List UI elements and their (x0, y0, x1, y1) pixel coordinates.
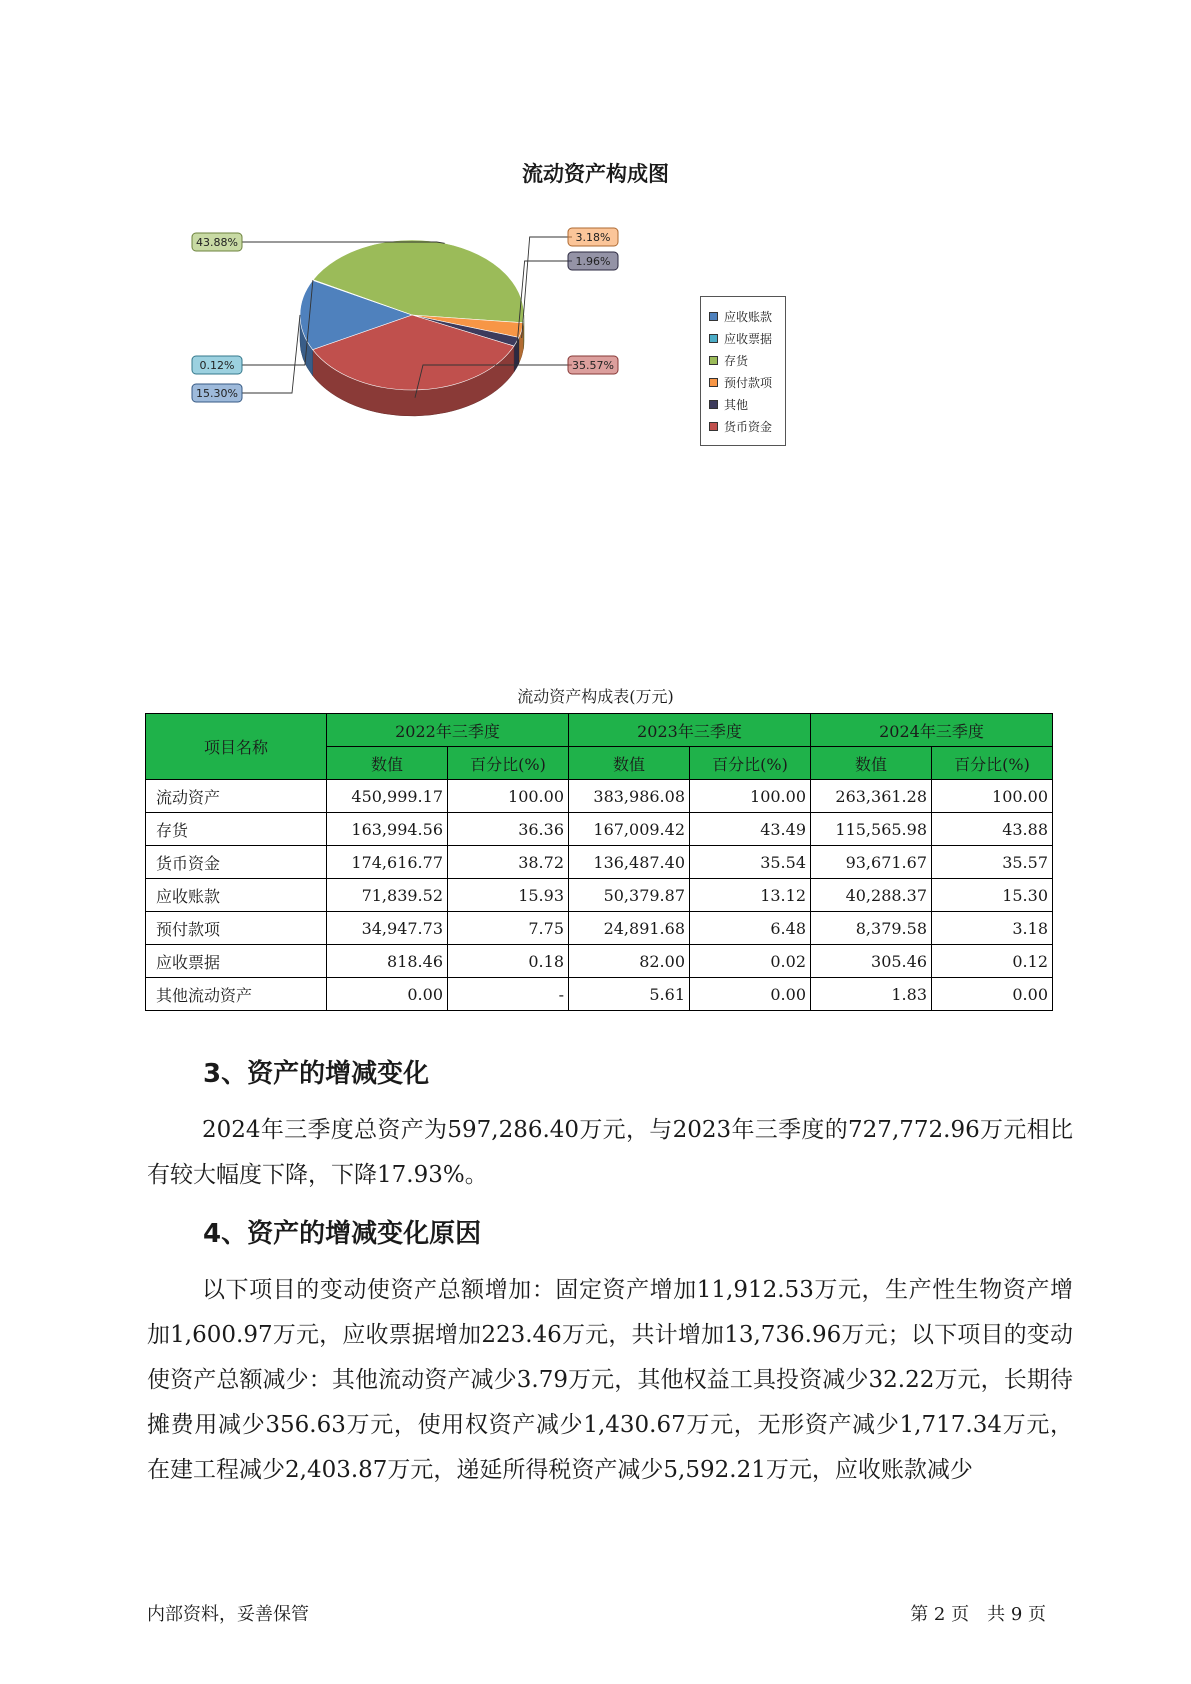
header-percent: 百分比(%) (932, 747, 1053, 780)
cell-percent: 0.00 (690, 978, 811, 1011)
cell-value: 115,565.98 (811, 813, 932, 846)
leader-line (242, 315, 300, 393)
data-label: 3.18% (575, 231, 611, 244)
cell-percent: 35.57 (932, 846, 1053, 879)
cell-percent: 0.12 (932, 945, 1053, 978)
section-paragraph: 2024年三季度总资产为597,286.40万元，与2023年三季度的727,772.96万元相比有较大幅度下降，下降17.93%。 (147, 1117, 1073, 1188)
legend-label: 其他 (724, 397, 749, 412)
legend-item (709, 371, 785, 393)
table-caption: 流动资产构成表(万元) (517, 687, 674, 706)
row-name: 货币资金 (146, 846, 327, 879)
cell-value: 305.46 (811, 945, 932, 978)
legend-item (709, 415, 785, 437)
legend-item (709, 327, 785, 349)
cell-percent: 6.48 (690, 912, 811, 945)
legend-item (709, 305, 785, 327)
row-name: 应收账款 (146, 879, 327, 912)
leader-line (522, 237, 572, 338)
cell-value: 450,999.17 (327, 780, 448, 813)
cell-percent: 0.02 (690, 945, 811, 978)
data-label: 1.96% (575, 255, 611, 268)
cell-value: 93,671.67 (811, 846, 932, 879)
header-value: 数值 (569, 747, 690, 780)
cell-value: 263,361.28 (811, 780, 932, 813)
cell-percent: - (448, 978, 569, 1011)
header-value: 数值 (327, 747, 448, 780)
header-period: 2023年三季度 (569, 714, 811, 747)
table-row (146, 945, 1053, 978)
cell-percent: 0.00 (932, 978, 1053, 1011)
cell-value: 818.46 (327, 945, 448, 978)
cell-value: 383,986.08 (569, 780, 690, 813)
current-assets-table (145, 713, 1053, 1011)
table-row (146, 846, 1053, 879)
data-label: 43.88% (196, 236, 238, 249)
section-paragraph: 以下项目的变动使资产总额增加：固定资产增加11,912.53万元，生产性生物资产增加1,600.97万元，应收票据增加223.46万元，共计增加13,736.96万元；以下项目的变动使资产总额减少：其他流动资产减少3.79万元，其他权益工具投资减少32.22万元，长期待摊费用减少356.63万元，使用权资产减少1,430.67万元，无形资产减少1,717.34万元，在建工程减少2,403.87万元，递延所得税资产减少5,592.21万元，应收账款减少 (147, 1277, 1073, 1483)
cell-percent: 36.36 (448, 813, 569, 846)
data-label: 15.30% (196, 387, 238, 400)
cell-value: 34,947.73 (327, 912, 448, 945)
cell-value: 71,839.52 (327, 879, 448, 912)
legend-swatch-icon (709, 356, 718, 365)
legend-label: 预付款项 (724, 375, 773, 390)
header-item-name: 项目名称 (146, 714, 327, 780)
table-row (146, 780, 1053, 813)
cell-value: 136,487.40 (569, 846, 690, 879)
cell-percent: 15.30 (932, 879, 1053, 912)
legend-swatch-icon (709, 334, 718, 343)
chart-title: 流动资产构成图 (522, 162, 669, 186)
section-heading: 4、资产的增减变化原因 (203, 1219, 482, 1249)
cell-value: 174,616.77 (327, 846, 448, 879)
header-value: 数值 (811, 747, 932, 780)
legend-swatch-icon (709, 378, 718, 387)
legend-item (709, 393, 785, 415)
legend-swatch-icon (709, 312, 718, 321)
cell-value: 24,891.68 (569, 912, 690, 945)
header-percent: 百分比(%) (448, 747, 569, 780)
row-name: 存货 (146, 813, 327, 846)
cell-value: 167,009.42 (569, 813, 690, 846)
row-name: 预付款项 (146, 912, 327, 945)
section-heading: 3、资产的增减变化 (203, 1059, 430, 1089)
cell-percent: 13.12 (690, 879, 811, 912)
cell-percent: 38.72 (448, 846, 569, 879)
cell-value: 5.61 (569, 978, 690, 1011)
table-row (146, 978, 1053, 1011)
header-period: 2024年三季度 (811, 714, 1053, 747)
data-label: 0.12% (199, 359, 235, 372)
pie-chart (190, 225, 690, 445)
header-period: 2022年三季度 (327, 714, 569, 747)
cell-value: 1.83 (811, 978, 932, 1011)
legend-item (709, 349, 785, 371)
cell-percent: 100.00 (690, 780, 811, 813)
cell-percent: 100.00 (932, 780, 1053, 813)
row-name: 其他流动资产 (146, 978, 327, 1011)
cell-percent: 7.75 (448, 912, 569, 945)
footer-left: 内部资料，妥善保管 (147, 1604, 309, 1625)
data-label: 35.57% (572, 359, 614, 372)
table-row (146, 912, 1053, 945)
legend-label: 应收票据 (724, 331, 773, 346)
table-row (146, 879, 1053, 912)
row-name: 流动资产 (146, 780, 327, 813)
cell-value: 0.00 (327, 978, 448, 1011)
cell-percent: 3.18 (932, 912, 1053, 945)
row-name: 应收票据 (146, 945, 327, 978)
cell-value: 163,994.56 (327, 813, 448, 846)
legend-label: 应收账款 (724, 309, 773, 324)
cell-value: 8,379.58 (811, 912, 932, 945)
cell-percent: 15.93 (448, 879, 569, 912)
legend-swatch-icon (709, 422, 718, 431)
legend-label: 存货 (724, 353, 749, 368)
footer-page-number: 第 2 页 共 9 页 (910, 1604, 1046, 1625)
legend-swatch-icon (709, 400, 718, 409)
cell-percent: 35.54 (690, 846, 811, 879)
chart-legend (700, 296, 786, 446)
leader-line (517, 261, 572, 350)
cell-percent: 43.88 (932, 813, 1053, 846)
table-row (146, 813, 1053, 846)
cell-value: 82.00 (569, 945, 690, 978)
cell-percent: 43.49 (690, 813, 811, 846)
header-percent: 百分比(%) (690, 747, 811, 780)
cell-value: 50,379.87 (569, 879, 690, 912)
cell-percent: 100.00 (448, 780, 569, 813)
cell-value: 40,288.37 (811, 879, 932, 912)
legend-label: 货币资金 (724, 419, 773, 434)
cell-percent: 0.18 (448, 945, 569, 978)
